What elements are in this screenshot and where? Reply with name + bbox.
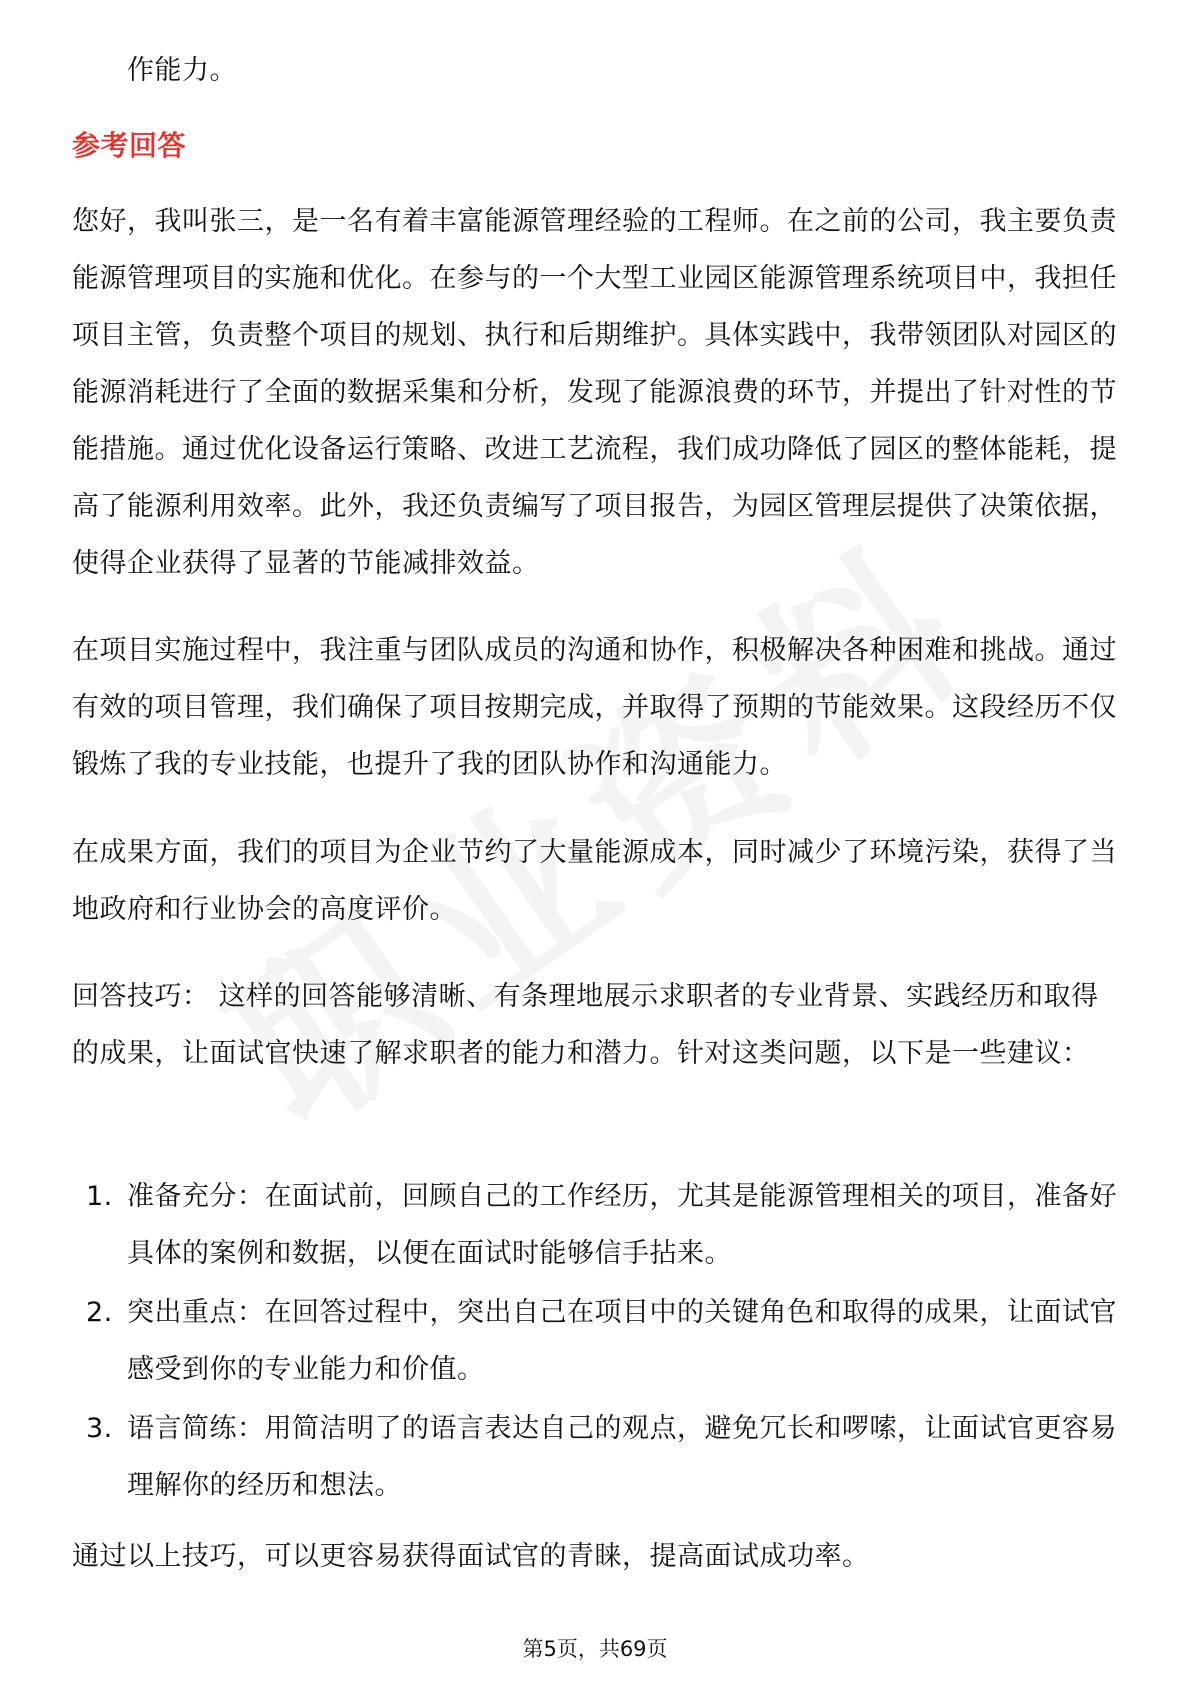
list-item-number: 1. xyxy=(86,1181,113,1212)
list-item-text: 语言简练：用简洁明了的语言表达自己的观点，避免冗长和啰嗦，让面试官更容易理解你的经历和想法。 xyxy=(127,1413,1117,1501)
list-item xyxy=(72,1400,1118,1514)
page-number-footer: 第5页，共69页 xyxy=(522,1637,668,1661)
list-item-text: 突出重点：在回答过程中，突出自己在项目中的关键角色和取得的成果，让面试官感受到你的专业能力和价值。 xyxy=(127,1297,1117,1385)
list-item-number: 3. xyxy=(86,1413,113,1444)
tips-list xyxy=(72,1168,1118,1516)
section-heading: 参考回答 xyxy=(72,129,187,162)
list-item-text: 准备充分：在面试前，回顾自己的工作经历，尤其是能源管理相关的项目，准备好具体的案例和数据，以便在面试时能够信手拈来。 xyxy=(127,1181,1117,1269)
answer-paragraph-3: 在成果方面，我们的项目为企业节约了大量能源成本，同时减少了环境污染，获得了当地政府和行业协会的高度评价。 xyxy=(72,837,1117,925)
list-item-number: 2. xyxy=(86,1297,113,1328)
answer-paragraph-2: 在项目实施过程中，我注重与团队成员的沟通和协作，积极解决各种困难和挑战。通过有效的项目管理，我们确保了项目按期完成，并取得了预期的节能效果。这段经历不仅锻炼了我的专业技能，也提升了我的团队协作和沟通能力。 xyxy=(72,635,1117,780)
list-item xyxy=(72,1284,1118,1398)
answer-paragraph-1: 您好，我叫张三，是一名有着丰富能源管理经验的工程师。在之前的公司，我主要负责能源管理项目的实施和优化。在参与的一个大型工业园区能源管理系统项目中，我担任项目主管，负责整个项目的规划、执行和后期维护。具体实践中，我带领团队对园区的能源消耗进行了全面的数据采集和分析，发现了能源浪费的环节，并提出了针对性的节能措施。通过优化设备运行策略、改进工艺流程，我们成功降低了园区的整体能耗，提高了能源利用效率。此外，我还负责编写了项目报告，为园区管理层提供了决策依据，使得企业获得了显著的节能减排效益。 xyxy=(72,206,1117,579)
closing-paragraph: 通过以上技巧，可以更容易获得面试官的青睐，提高面试成功率。 xyxy=(72,1541,870,1572)
continuation-text: 作能力。 xyxy=(127,55,237,86)
list-item xyxy=(72,1168,1118,1282)
tips-intro-paragraph: 回答技巧： 这样的回答能够清晰、有条理地展示求职者的专业背景、实践经历和取得的成果，让面试官快速了解求职者的能力和潜力。针对这类问题，以下是一些建议： xyxy=(72,981,1099,1069)
